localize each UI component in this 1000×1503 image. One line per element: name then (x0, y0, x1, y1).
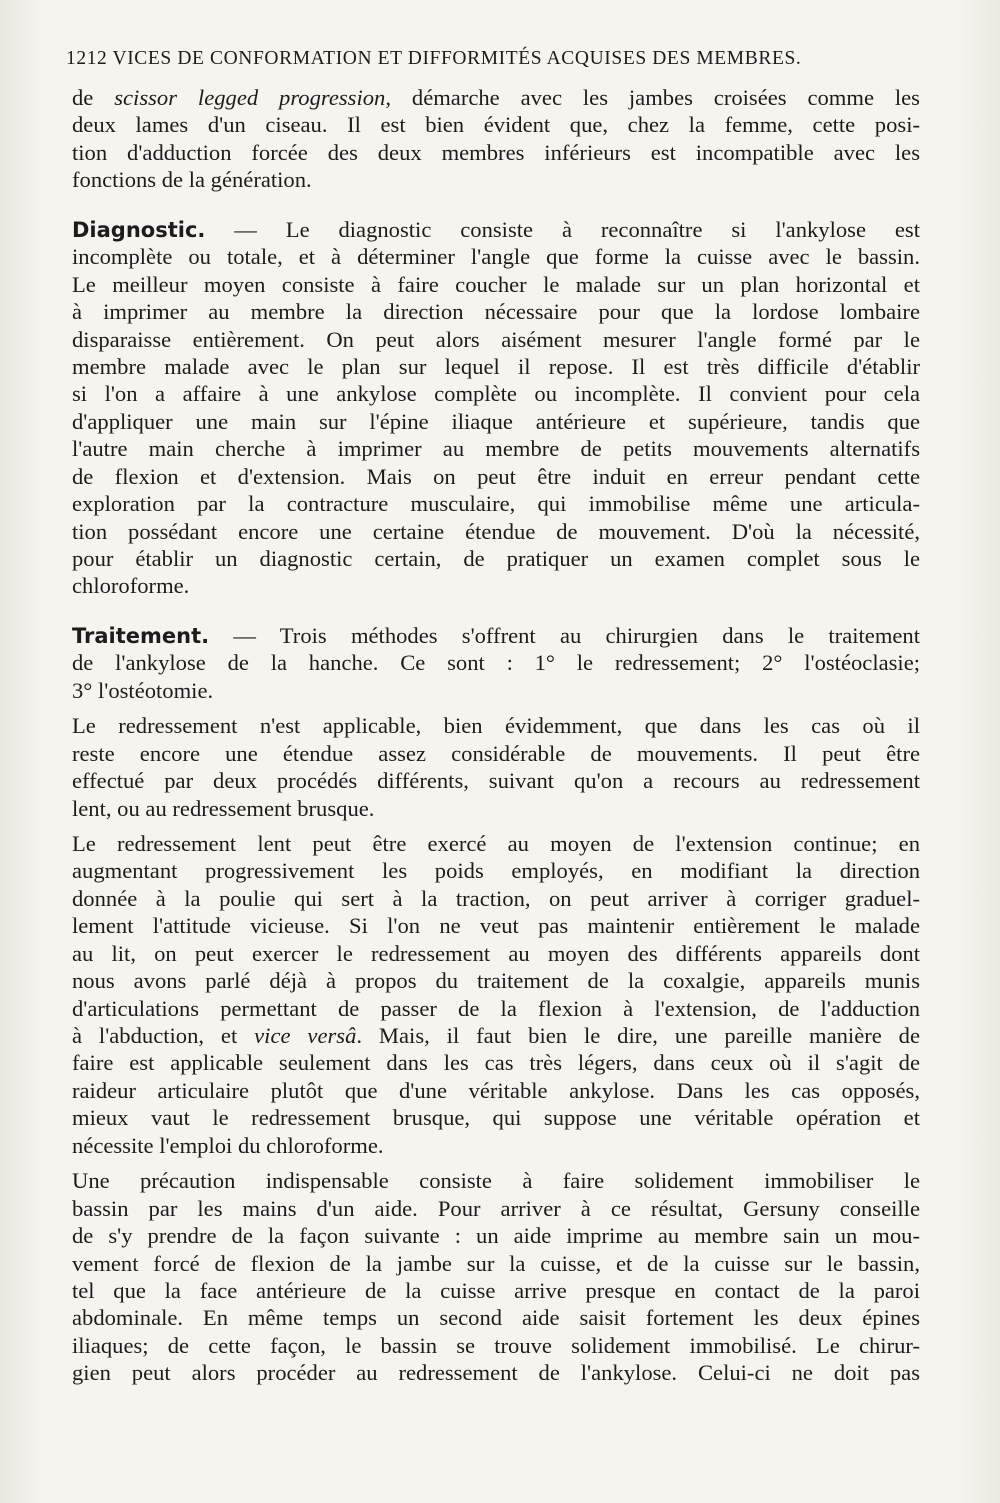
paragraph-redressement-lent (72, 830, 920, 1159)
text-line: tion possédant encore une certaine étendue de mouvement. D'où la nécessité, (72, 518, 920, 544)
text-line: nécessite l'emploi du chloroforme. (72, 1132, 384, 1158)
text-line: de l'ankylose de la hanche. Ce sont : 1° le redressement; 2° l'ostéoclasie; (72, 650, 920, 676)
text-line: de s'y prendre de la façon suivante : un aide imprime au membre sain un mou- (72, 1223, 920, 1249)
body-text (72, 84, 920, 1387)
text-line: 3° l'ostéotomie. (72, 677, 214, 703)
text-line: deux lames d'un ciseau. Il est bien évident que, chez la femme, cette posi- (72, 112, 920, 138)
running-title: VICES DE CONFORMATION ET DIFFORMITÉS ACQUISES DES MEMBRES. (112, 48, 802, 69)
text-line: raideur articulaire plutôt que d'une véritable ankylose. Dans les cas opposés, (72, 1077, 920, 1103)
text-line: de scissor legged progression, démarche avec les jambes croisées comme les (72, 85, 920, 110)
text-line: faire est applicable seulement dans les cas très légers, dans ceux où il s'agit de (72, 1050, 920, 1076)
text-line: l'autre main cherche à imprimer au membre de petits mouvements alternatifs (72, 436, 920, 462)
text-line: au lit, on peut exercer le redressement au moyen des différents appareils dont (72, 940, 920, 966)
text-line: chloroforme. (72, 573, 190, 599)
text-line: exploration par la contracture musculaire, qui immobilise même une articula- (72, 491, 920, 517)
page-number: 1212 (66, 48, 108, 69)
text-line: d'appliquer une main sur l'épine iliaque antérieure et supérieure, tandis que (72, 408, 920, 434)
text-line: donnée à la poulie qui sert à la traction, on peut arriver à corriger graduel- (72, 885, 920, 911)
section-heading-traitement: Traitement. (72, 623, 210, 648)
text-line: à l'abduction, et vice versâ. Mais, il faut bien le dire, une pareille manière de (72, 1023, 921, 1048)
section-heading-diagnostic: Diagnostic. (72, 217, 206, 242)
text-line: Traitement. — Trois méthodes s'offrent au chirurgien dans le traitement (72, 622, 920, 648)
text-line: de flexion et d'extension. Mais on peut être induit en erreur pendant cette (72, 463, 920, 489)
text-line: incomplète ou totale, et à déterminer l'angle que forme la cuisse avec le bassin. (72, 244, 920, 270)
text-line: d'articulations permettant de passer de la flexion à l'extension, de l'adduction (72, 995, 920, 1021)
text-line: lement l'attitude vicieuse. Si l'on ne veut pas maintenir entièrement le malade (72, 913, 920, 939)
text-line: tel que la face antérieure de la cuisse arrive presque en contact de la paroi (72, 1277, 920, 1303)
text-line: lent, ou au redressement brusque. (72, 795, 375, 821)
section-traitement (72, 622, 920, 704)
text-line: Diagnostic. — Le diagnostic consiste à reconnaître si l'ankylose est (72, 216, 920, 242)
text-line: bassin par les mains d'un aide. Pour arriver à ce résultat, Gersuny conseille (72, 1195, 920, 1221)
text-line: mieux vaut le redressement brusque, qui suppose une véritable opération et (72, 1105, 920, 1131)
text-line: iliaques; de cette façon, le bassin se trouve solidement immobilisé. Le chirur- (72, 1332, 920, 1358)
text-line: vement forcé de flexion de la jambe sur la cuisse, et de la cuisse sur le bassin, (72, 1250, 920, 1276)
running-header (66, 48, 886, 70)
text-line: gien peut alors procéder au redressement de l'ankylose. Celui-ci ne doit pas (72, 1360, 920, 1386)
text-line: abdominale. En même temps un second aide saisit fortement les deux épines (72, 1305, 920, 1331)
text-line: à imprimer au membre la direction nécessaire pour que la lordose lombaire (72, 299, 920, 325)
text-line: augmentant progressivement les poids employés, en modifiant la direction (72, 858, 920, 884)
text-line: disparaisse entièrement. On peut alors aisément mesurer l'angle formé par le (72, 326, 920, 352)
text-line: fonctions de la génération. (72, 167, 312, 193)
paragraph-intro (72, 84, 920, 194)
text-line: Le redressement lent peut être exercé au moyen de l'extension continue; en (72, 830, 920, 856)
text-line: nous avons parlé déjà à propos du traitement de la coxalgie, appareils munis (72, 968, 920, 994)
section-diagnostic (72, 216, 920, 600)
text-line: si l'on a affaire à une ankylose complète ou incomplète. Il convient pour cela (72, 381, 920, 407)
text-line: effectué par deux procédés différents, suivant qu'on a recours au redressement (72, 768, 920, 794)
paragraph-precaution (72, 1167, 920, 1387)
italic-phrase: scissor legged progression, (114, 85, 391, 110)
text-line: tion d'adduction forcée des deux membres inférieurs est incompatible avec les (72, 139, 920, 165)
text-line: pour établir un diagnostic certain, de pratiquer un examen complet sous le (72, 546, 920, 571)
italic-phrase: vice versâ (254, 1023, 357, 1048)
text-line: Une précaution indispensable consiste à faire solidement immobiliser le (72, 1168, 920, 1194)
text-line: reste encore une étendue assez considérable de mouvements. Il peut être (72, 740, 920, 766)
text-line: Le meilleur moyen consiste à faire coucher le malade sur un plan horizontal et (72, 271, 920, 297)
text-line: Le redressement n'est applicable, bien évidemment, que dans les cas où il (72, 713, 920, 739)
text-line: membre malade avec le plan sur lequel il repose. Il est très difficile d'établir (72, 353, 920, 379)
paragraph-redressement (72, 712, 920, 822)
